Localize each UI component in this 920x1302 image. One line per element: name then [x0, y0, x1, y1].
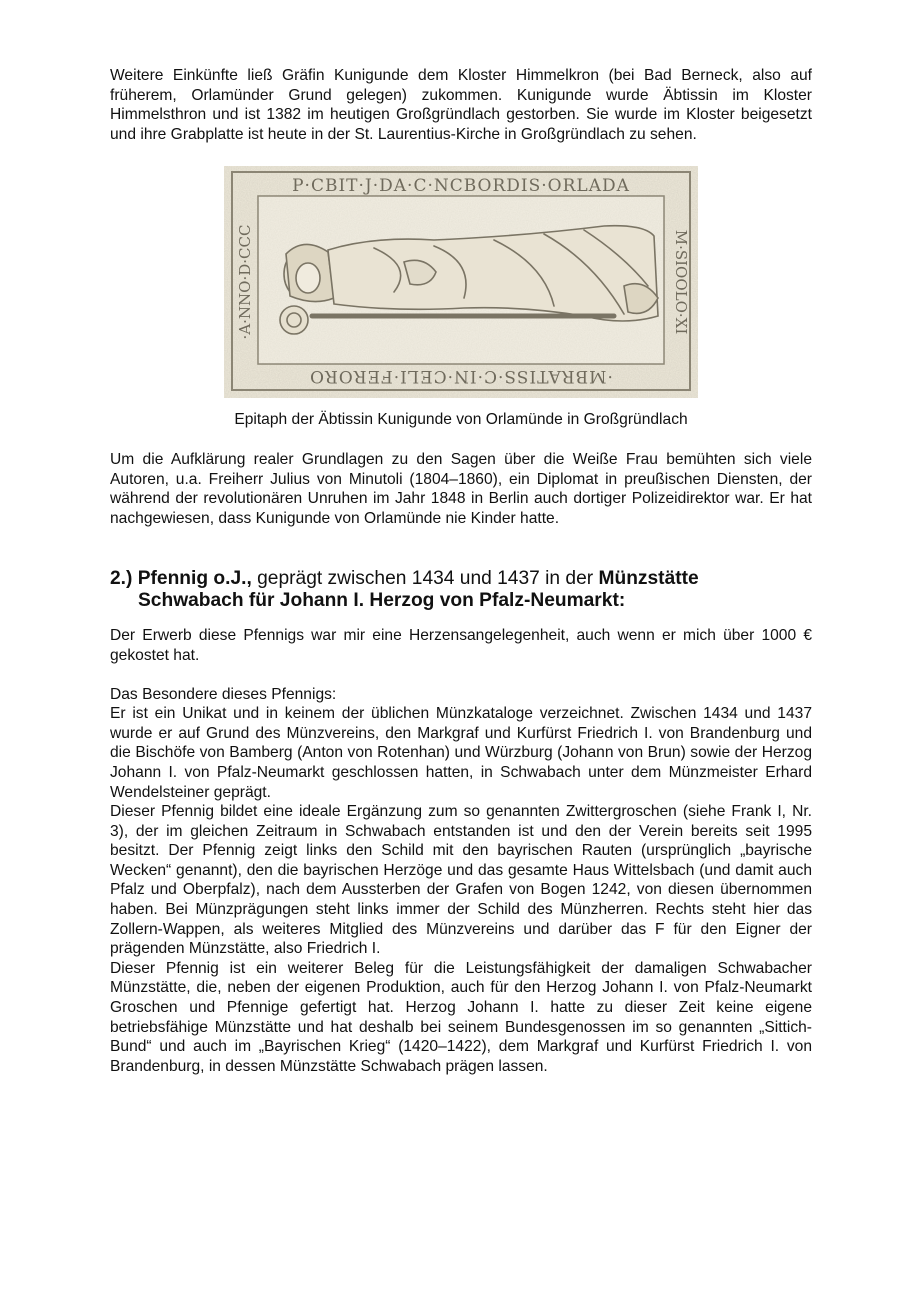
- unikat-paragraph: Er ist ein Unikat und in keinem der üblichen Münzkataloge verzeichnet. Zwischen 1434 und 1437 wurde er auf Grund des Münzvereins, den Markgraf und Kurfürst Friedrich I. von Brandenburg und die Bischöfe von Bamberg (Anton von Rotenhan) und Würzburg (Johann von Brun) sowie der Herzog Johann I. von Pfalz-Neumarkt geschlossen hatten, in Schwabach unter dem Münzmeister Erhard Wendelsteiner geprägt.: [110, 705, 812, 801]
- purchase-paragraph: Der Erwerb diese Pfennigs war mir eine Herzensangelegenheit, auch wenn er mich über 1000 € gekostet hat.: [110, 627, 812, 664]
- zwittergroschen-paragraph: Dieser Pfennig bildet eine ideale Ergänzung zum so genannten Zwittergroschen (siehe Frank I, Nr. 3), der im gleichen Zeitraum in Schwabach entstanden ist und den der Verein bereits seit 1995 besitzt. Der Pfennig zeigt links den Schild mit den bayrischen Rauten (ursprünglich „bayrische Wecken“ genannt), den die bayrischen Herzöge und das gesamte Haus Wittelsbach (und damit auch Pfalz und Oberpfalz), nach dem Aussterben der Grafen von Bogen 1242, von diesen übernommen haben. Bei Münzprägungen steht links immer der Schild des Münzherren. Rechts steht hier das Zollern-Wappen, als weiteres Mitglied des Münzvereins und darüber das F für den Eigner der prägenden Münzstätte, also Friedrich I.: [110, 803, 812, 958]
- document-page: [110, 66, 812, 1076]
- heading-bold-1: 2.) Pfennig o.J.,: [110, 568, 252, 590]
- section-heading: [110, 568, 812, 612]
- heading-line-2: Schwabach für Johann I. Herzog von Pfalz-Neumarkt:: [138, 590, 626, 612]
- inscription-left: ·A·NNO·D·CCC: [236, 224, 254, 340]
- epitaph-image: [224, 166, 698, 398]
- figure-epitaph: [110, 166, 812, 430]
- heading-bold-2: Münzstätte: [598, 568, 699, 590]
- inscription-bottom: ·MBRATISS·C·IN·CELI·FERORO: [309, 366, 613, 387]
- intro-paragraph: Weitere Einkünfte ließ Gräfin Kunigunde dem Kloster Himmelkron (bei Bad Berneck, also auf früherem, Orlamünder Grund gelegen) zukommen. Kunigunde wurde Äbtissin im Kloster Himmelsthron und ist 1382 im heutigen Großgründlach gestorben. Sie wurde im Kloster beigesetzt und ihre Grabplatte ist heute in der St. Laurentius-Kirche in Großgründlach zu sehen.: [110, 67, 812, 143]
- schwabach-paragraph: Dieser Pfennig ist ein weiterer Beleg für die Leistungsfähigkeit der damaligen Schwabacher Münzstätte, die, neben der eigenen Produktion, auch für den Herzog Johann I. von Pfalz-Neumarkt Groschen und Pfennige gefertigt hat. Herzog Johann I. hatte zu dieser Zeit keine eigene betriebsfähige Münzstätte und hat deshalb bei seinem Bundesgenossen im so genannten „Sittich-Bund“ und auch im „Bayrischen Krieg“ (1420–1422), dem Markgraf und Kurfürst Friedrich I. von Brandenburg, in dessen Münzstätte Schwabach prägen lassen.: [110, 959, 812, 1075]
- inscription-top: P·CBIT·J·DA·C·NCBORDIS·ORLADA: [292, 176, 630, 197]
- inscription-right: M·SIOOLO·XI: [672, 230, 690, 335]
- figure-caption: Epitaph der Äbtissin Kunigunde von Orlamünde in Großgründlach: [234, 411, 688, 429]
- heading-normal: geprägt zwischen 1434 und 1437 in der: [251, 568, 599, 590]
- special-subheading: Das Besondere dieses Pfennigs:: [110, 685, 337, 703]
- minutoli-paragraph: Um die Aufklärung realer Grundlagen zu den Sagen über die Weiße Frau bemühten sich viele Autoren, u.a. Freiherr Julius von Minutoli (1804–1860), ein Diplomat in preußischen Diensten, der während der revolutionären Unruhen im Jahr 1848 in Berlin auch dortiger Polizeidirektor war. Er hat nachgewiesen, dass Kunigunde von Orlamünde nie Kinder hatte.: [110, 450, 812, 527]
